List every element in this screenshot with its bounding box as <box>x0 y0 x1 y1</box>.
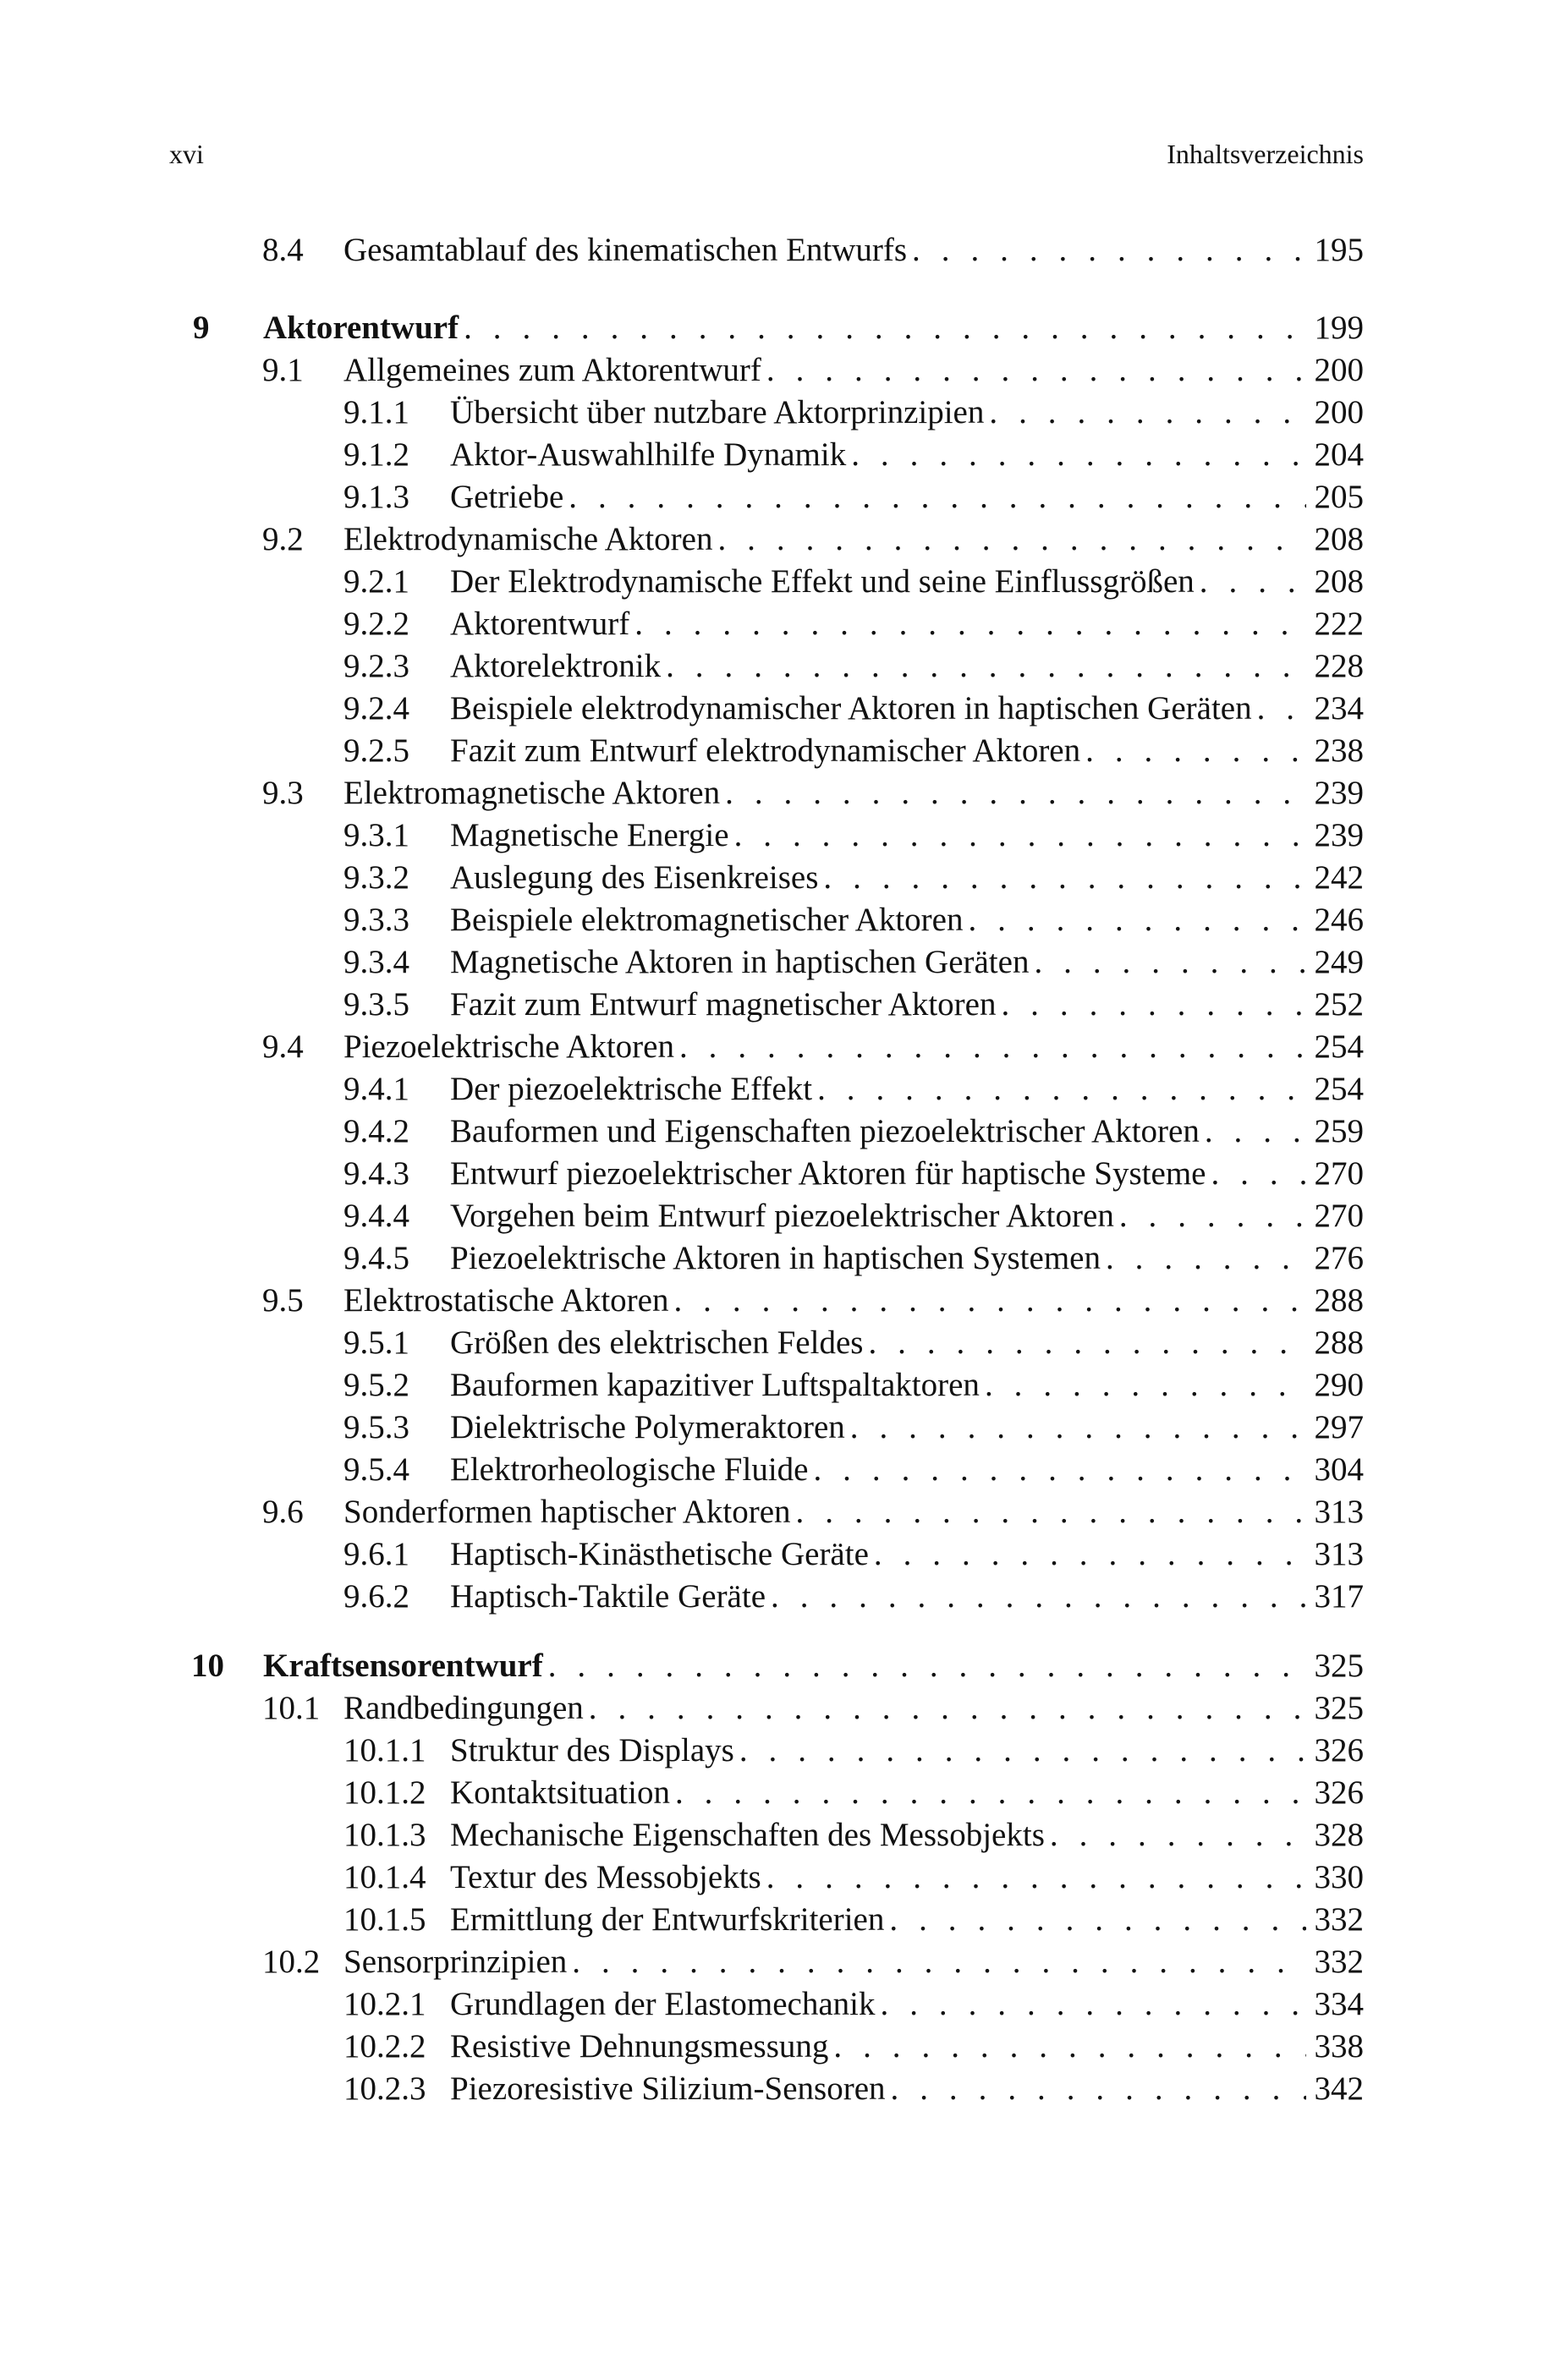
dot-leader <box>569 477 1306 518</box>
dot-leader <box>734 815 1306 856</box>
dot-leader <box>739 1730 1306 1771</box>
toc-title: Sonderformen haptischer Aktoren <box>343 1494 791 1530</box>
dot-leader <box>889 1900 1306 1940</box>
toc-entry[interactable] <box>0 2026 1549 2067</box>
dot-leader <box>634 604 1306 644</box>
toc-title: Fazit zum Entwurf elektrodynamischer Aktoren <box>450 732 1081 769</box>
toc-number: 9.5.4 <box>343 1451 409 1488</box>
toc-number: 9.5.3 <box>343 1409 409 1445</box>
dot-leader <box>1034 942 1306 983</box>
toc-entry[interactable] <box>0 1365 1549 1406</box>
dot-leader <box>868 1323 1306 1363</box>
dot-leader <box>1050 1815 1306 1856</box>
toc-title: Mechanische Eigenschaften des Messobjekts <box>450 1817 1045 1853</box>
toc-title: Elektromagnetische Aktoren <box>343 775 721 811</box>
toc-page: 326 <box>1314 1732 1364 1769</box>
toc-page: 332 <box>1314 1901 1364 1938</box>
dot-leader <box>725 773 1306 814</box>
toc-number: 9.3.1 <box>343 817 409 853</box>
toc-page: 208 <box>1314 521 1364 557</box>
toc-title: Haptisch-Kinästhetische Geräte <box>450 1536 869 1572</box>
dot-leader <box>675 1773 1306 1813</box>
toc-number: 9.3.3 <box>343 902 409 938</box>
toc-title: Kraftsensorentwurf <box>263 1648 543 1684</box>
dot-leader <box>817 1069 1306 1110</box>
toc-entry[interactable] <box>0 1534 1549 1575</box>
toc-entry[interactable] <box>0 984 1549 1025</box>
toc-page: 334 <box>1314 1986 1364 2022</box>
toc-number: 10.1.3 <box>343 1817 426 1853</box>
toc-page: 249 <box>1314 944 1364 980</box>
toc-entry[interactable] <box>0 230 1549 271</box>
toc-title: Elektrorheologische Fluide <box>450 1451 809 1488</box>
toc-page: 200 <box>1314 352 1364 388</box>
toc-entry[interactable] <box>0 1111 1549 1152</box>
toc-page: 330 <box>1314 1859 1364 1895</box>
toc-title: Kontaktsituation <box>450 1774 670 1811</box>
toc-page: 270 <box>1314 1155 1364 1192</box>
dot-leader <box>1001 984 1306 1025</box>
toc-number: 9 <box>193 310 210 346</box>
toc-title: Aktorentwurf <box>263 310 459 346</box>
toc-number: 9.2.2 <box>343 606 409 642</box>
dot-leader <box>548 1646 1306 1686</box>
toc-number: 9.3.5 <box>343 986 409 1023</box>
toc-number: 9.6.1 <box>343 1536 409 1572</box>
toc-number: 9.2.3 <box>343 648 409 684</box>
dot-leader <box>717 519 1306 560</box>
toc-number: 9.4.1 <box>343 1071 409 1107</box>
toc-entry[interactable] <box>0 1730 1549 1771</box>
toc-page: 204 <box>1314 436 1364 473</box>
toc-title: Der piezoelektrische Effekt <box>450 1071 813 1107</box>
toc-page: 332 <box>1314 1944 1364 1980</box>
toc-entry[interactable] <box>0 477 1549 518</box>
dot-leader <box>673 1280 1306 1321</box>
toc-entry[interactable] <box>0 1196 1549 1237</box>
toc-number: 9.2.4 <box>343 690 409 727</box>
dot-leader <box>823 858 1306 898</box>
toc-entry[interactable] <box>0 1323 1549 1363</box>
toc-page: 313 <box>1314 1536 1364 1572</box>
toc-entry[interactable] <box>0 688 1549 729</box>
toc-entry[interactable] <box>0 1688 1549 1729</box>
toc-title: Piezoresistive Silizium-Sensoren <box>450 2070 886 2107</box>
dot-leader <box>572 1942 1306 1982</box>
toc-page: 195 <box>1314 232 1364 268</box>
dot-leader <box>666 646 1306 687</box>
toc-page: 234 <box>1314 690 1364 727</box>
toc-title: Piezoelektrische Aktoren <box>343 1028 674 1065</box>
toc-number: 9.1.2 <box>343 436 409 473</box>
dot-leader <box>813 1450 1306 1490</box>
toc-entry[interactable] <box>0 646 1549 687</box>
toc-number: 9.4.4 <box>343 1198 409 1234</box>
toc-page: 317 <box>1314 1578 1364 1615</box>
toc-title: Elektrodynamische Aktoren <box>343 521 713 557</box>
toc-page: 342 <box>1314 2070 1364 2107</box>
dot-leader <box>850 1407 1306 1448</box>
toc-number: 9.2.1 <box>343 563 409 600</box>
dot-leader <box>985 1365 1306 1406</box>
toc-title: Beispiele elektrodynamischer Aktoren in haptischen Geräten <box>450 690 1252 727</box>
toc-page: 276 <box>1314 1240 1364 1276</box>
toc-entry[interactable] <box>0 1773 1549 1813</box>
toc-title: Struktur des Displays <box>450 1732 734 1769</box>
toc-entry[interactable] <box>0 1577 1549 1617</box>
toc-page: 290 <box>1314 1367 1364 1403</box>
toc-page: 239 <box>1314 817 1364 853</box>
toc-entry[interactable] <box>0 1492 1549 1533</box>
toc-number: 9.2.5 <box>343 732 409 769</box>
toc-number: 9.4 <box>262 1028 304 1065</box>
toc-page: 239 <box>1314 775 1364 811</box>
toc-entry[interactable] <box>0 858 1549 898</box>
toc-entry[interactable] <box>0 1154 1549 1194</box>
toc-page: 200 <box>1314 394 1364 430</box>
toc-chapter[interactable] <box>0 308 1549 348</box>
dot-leader <box>1200 562 1306 602</box>
dot-leader <box>1257 688 1306 729</box>
toc-page: 246 <box>1314 902 1364 938</box>
toc-title: Auslegung des Eisenkreises <box>450 859 819 896</box>
toc-title: Piezoelektrische Aktoren in haptischen Systemen <box>450 1240 1101 1276</box>
dot-leader <box>833 2026 1306 2067</box>
dot-leader <box>912 230 1306 271</box>
toc-page: 328 <box>1314 1817 1364 1853</box>
toc-page: 228 <box>1314 648 1364 684</box>
toc-title: Textur des Messobjekts <box>450 1859 761 1895</box>
toc-title: Resistive Dehnungsmessung <box>450 2028 829 2065</box>
toc-page: 288 <box>1314 1324 1364 1361</box>
toc-number: 9.3 <box>262 775 304 811</box>
toc-title: Bauformen und Eigenschaften piezoelektrischer Aktoren <box>450 1113 1200 1149</box>
toc-number: 9.4.2 <box>343 1113 409 1149</box>
toc-title: Größen des elektrischen Feldes <box>450 1324 864 1361</box>
toc-entry[interactable] <box>0 1450 1549 1490</box>
toc-title: Haptisch-Taktile Geräte <box>450 1578 766 1615</box>
dot-leader <box>874 1534 1306 1575</box>
toc-number: 9.4.5 <box>343 1240 409 1276</box>
toc-number: 9.4.3 <box>343 1155 409 1192</box>
toc-entry[interactable] <box>0 350 1549 391</box>
dot-leader <box>679 1027 1306 1067</box>
dot-leader <box>1106 1238 1306 1279</box>
toc-title: Randbedingungen <box>343 1690 584 1726</box>
toc-entry[interactable] <box>0 1027 1549 1067</box>
toc-number: 9.5 <box>262 1282 304 1319</box>
toc-title: Ermittlung der Entwurfskriterien <box>450 1901 885 1938</box>
toc-page: 252 <box>1314 986 1364 1023</box>
toc-entry[interactable] <box>0 1900 1549 1940</box>
toc-title: Aktor-Auswahlhilfe Dynamik <box>450 436 847 473</box>
toc-number: 10.2 <box>262 1944 321 1980</box>
toc-title: Aktorelektronik <box>450 648 662 684</box>
toc-title: Aktorentwurf <box>450 606 630 642</box>
toc-number: 9.1.1 <box>343 394 409 430</box>
toc-page: 259 <box>1314 1113 1364 1149</box>
toc-title: Getriebe <box>450 479 564 515</box>
toc-number: 10.2.1 <box>343 1986 426 2022</box>
dot-leader <box>464 308 1306 348</box>
dot-leader <box>766 1857 1306 1898</box>
toc-entry[interactable] <box>0 604 1549 644</box>
toc-number: 9.1 <box>262 352 304 388</box>
toc-title: Elektrostatische Aktoren <box>343 1282 669 1319</box>
page-number: xvi <box>169 139 204 169</box>
dot-leader <box>1211 1154 1306 1194</box>
toc-entry[interactable] <box>0 773 1549 814</box>
dot-leader <box>968 900 1306 940</box>
toc-number: 9.3.2 <box>343 859 409 896</box>
toc-title: Magnetische Energie <box>450 817 729 853</box>
toc-title: Sensorprinzipien <box>343 1944 568 1980</box>
toc-number: 10.1 <box>262 1690 321 1726</box>
toc-entry[interactable] <box>0 731 1549 771</box>
toc-title: Entwurf piezoelektrischer Aktoren für haptische Systeme <box>450 1155 1206 1192</box>
toc-page: 205 <box>1314 479 1364 515</box>
toc-number: 9.1.3 <box>343 479 409 515</box>
dot-leader <box>589 1688 1306 1729</box>
toc-page: 288 <box>1314 1282 1364 1319</box>
toc-page: 254 <box>1314 1071 1364 1107</box>
toc-title: Gesamtablauf des kinematischen Entwurfs <box>343 232 908 268</box>
toc-entry[interactable] <box>0 2069 1549 2109</box>
toc-title: Bauformen kapazitiver Luftspaltaktoren <box>450 1367 980 1403</box>
toc-number: 9.6 <box>262 1494 304 1530</box>
toc-entry[interactable] <box>0 1984 1549 2025</box>
toc-entry[interactable] <box>0 392 1549 433</box>
dot-leader <box>1205 1111 1306 1152</box>
toc-page: 199 <box>1314 310 1364 346</box>
toc-entry[interactable] <box>0 435 1549 475</box>
toc-number: 9.5.1 <box>343 1324 409 1361</box>
toc-entry[interactable] <box>0 562 1549 602</box>
toc-title: Vorgehen beim Entwurf piezoelektrischer Aktoren <box>450 1198 1114 1234</box>
toc-number: 10.1.4 <box>343 1859 426 1895</box>
toc-number: 9.5.2 <box>343 1367 409 1403</box>
toc-page: 254 <box>1314 1028 1364 1065</box>
dot-leader <box>796 1492 1306 1533</box>
toc-page: 297 <box>1314 1409 1364 1445</box>
toc-number: 10.1.1 <box>343 1732 426 1769</box>
toc-title: Fazit zum Entwurf magnetischer Aktoren <box>450 986 997 1023</box>
toc-title: Allgemeines zum Aktorentwurf <box>343 352 761 388</box>
toc-entry[interactable] <box>0 1815 1549 1856</box>
toc-number: 10.1.5 <box>343 1901 426 1938</box>
toc-entry[interactable] <box>0 815 1549 856</box>
toc-page: 208 <box>1314 563 1364 600</box>
toc-entry[interactable] <box>0 519 1549 560</box>
toc-entry[interactable] <box>0 1942 1549 1982</box>
dot-leader <box>1119 1196 1306 1237</box>
dot-leader <box>1085 731 1306 771</box>
toc-page: 222 <box>1314 606 1364 642</box>
toc-title: Beispiele elektromagnetischer Aktoren <box>450 902 964 938</box>
toc-page: 304 <box>1314 1451 1364 1488</box>
toc-number: 10.1.2 <box>343 1774 426 1811</box>
toc-number: 9.3.4 <box>343 944 409 980</box>
toc-number: 10.2.2 <box>343 2028 426 2065</box>
toc-number: 10.2.3 <box>343 2070 426 2107</box>
toc-page: 313 <box>1314 1494 1364 1530</box>
toc-entry[interactable] <box>0 1238 1549 1279</box>
toc-page: 325 <box>1314 1648 1364 1684</box>
dot-leader <box>989 392 1306 433</box>
toc-number: 9.6.2 <box>343 1578 409 1615</box>
toc-title: Grundlagen der Elastomechanik <box>450 1986 876 2022</box>
toc-title: Der Elektrodynamische Effekt und seine Einflussgrößen <box>450 563 1195 600</box>
toc-entry[interactable] <box>0 1857 1549 1898</box>
toc-page: 238 <box>1314 732 1364 769</box>
toc-chapter[interactable] <box>0 1646 1549 1686</box>
toc-page: 242 <box>1314 859 1364 896</box>
toc-page: 325 <box>1314 1690 1364 1726</box>
toc-number: 9.2 <box>262 521 304 557</box>
toc-number: 8.4 <box>262 232 304 268</box>
toc-entry[interactable] <box>0 900 1549 940</box>
dot-leader <box>881 1984 1307 2025</box>
toc-entry[interactable] <box>0 942 1549 983</box>
toc-number: 10 <box>191 1648 224 1684</box>
dot-leader <box>891 2069 1306 2109</box>
toc-title: Magnetische Aktoren in haptischen Geräten <box>450 944 1030 980</box>
toc-entry[interactable] <box>0 1280 1549 1321</box>
toc-entry[interactable] <box>0 1069 1549 1110</box>
toc-title: Übersicht über nutzbare Aktorprinzipien <box>450 394 985 430</box>
toc-entry[interactable] <box>0 1407 1549 1448</box>
toc-page: 338 <box>1314 2028 1364 2065</box>
dot-leader <box>766 350 1306 391</box>
dot-leader <box>771 1577 1306 1617</box>
dot-leader <box>851 435 1306 475</box>
toc-page: 270 <box>1314 1198 1364 1234</box>
running-title: Inhaltsverzeichnis <box>1167 139 1364 169</box>
toc-title: Dielektrische Polymeraktoren <box>450 1409 845 1445</box>
toc-page: 326 <box>1314 1774 1364 1811</box>
